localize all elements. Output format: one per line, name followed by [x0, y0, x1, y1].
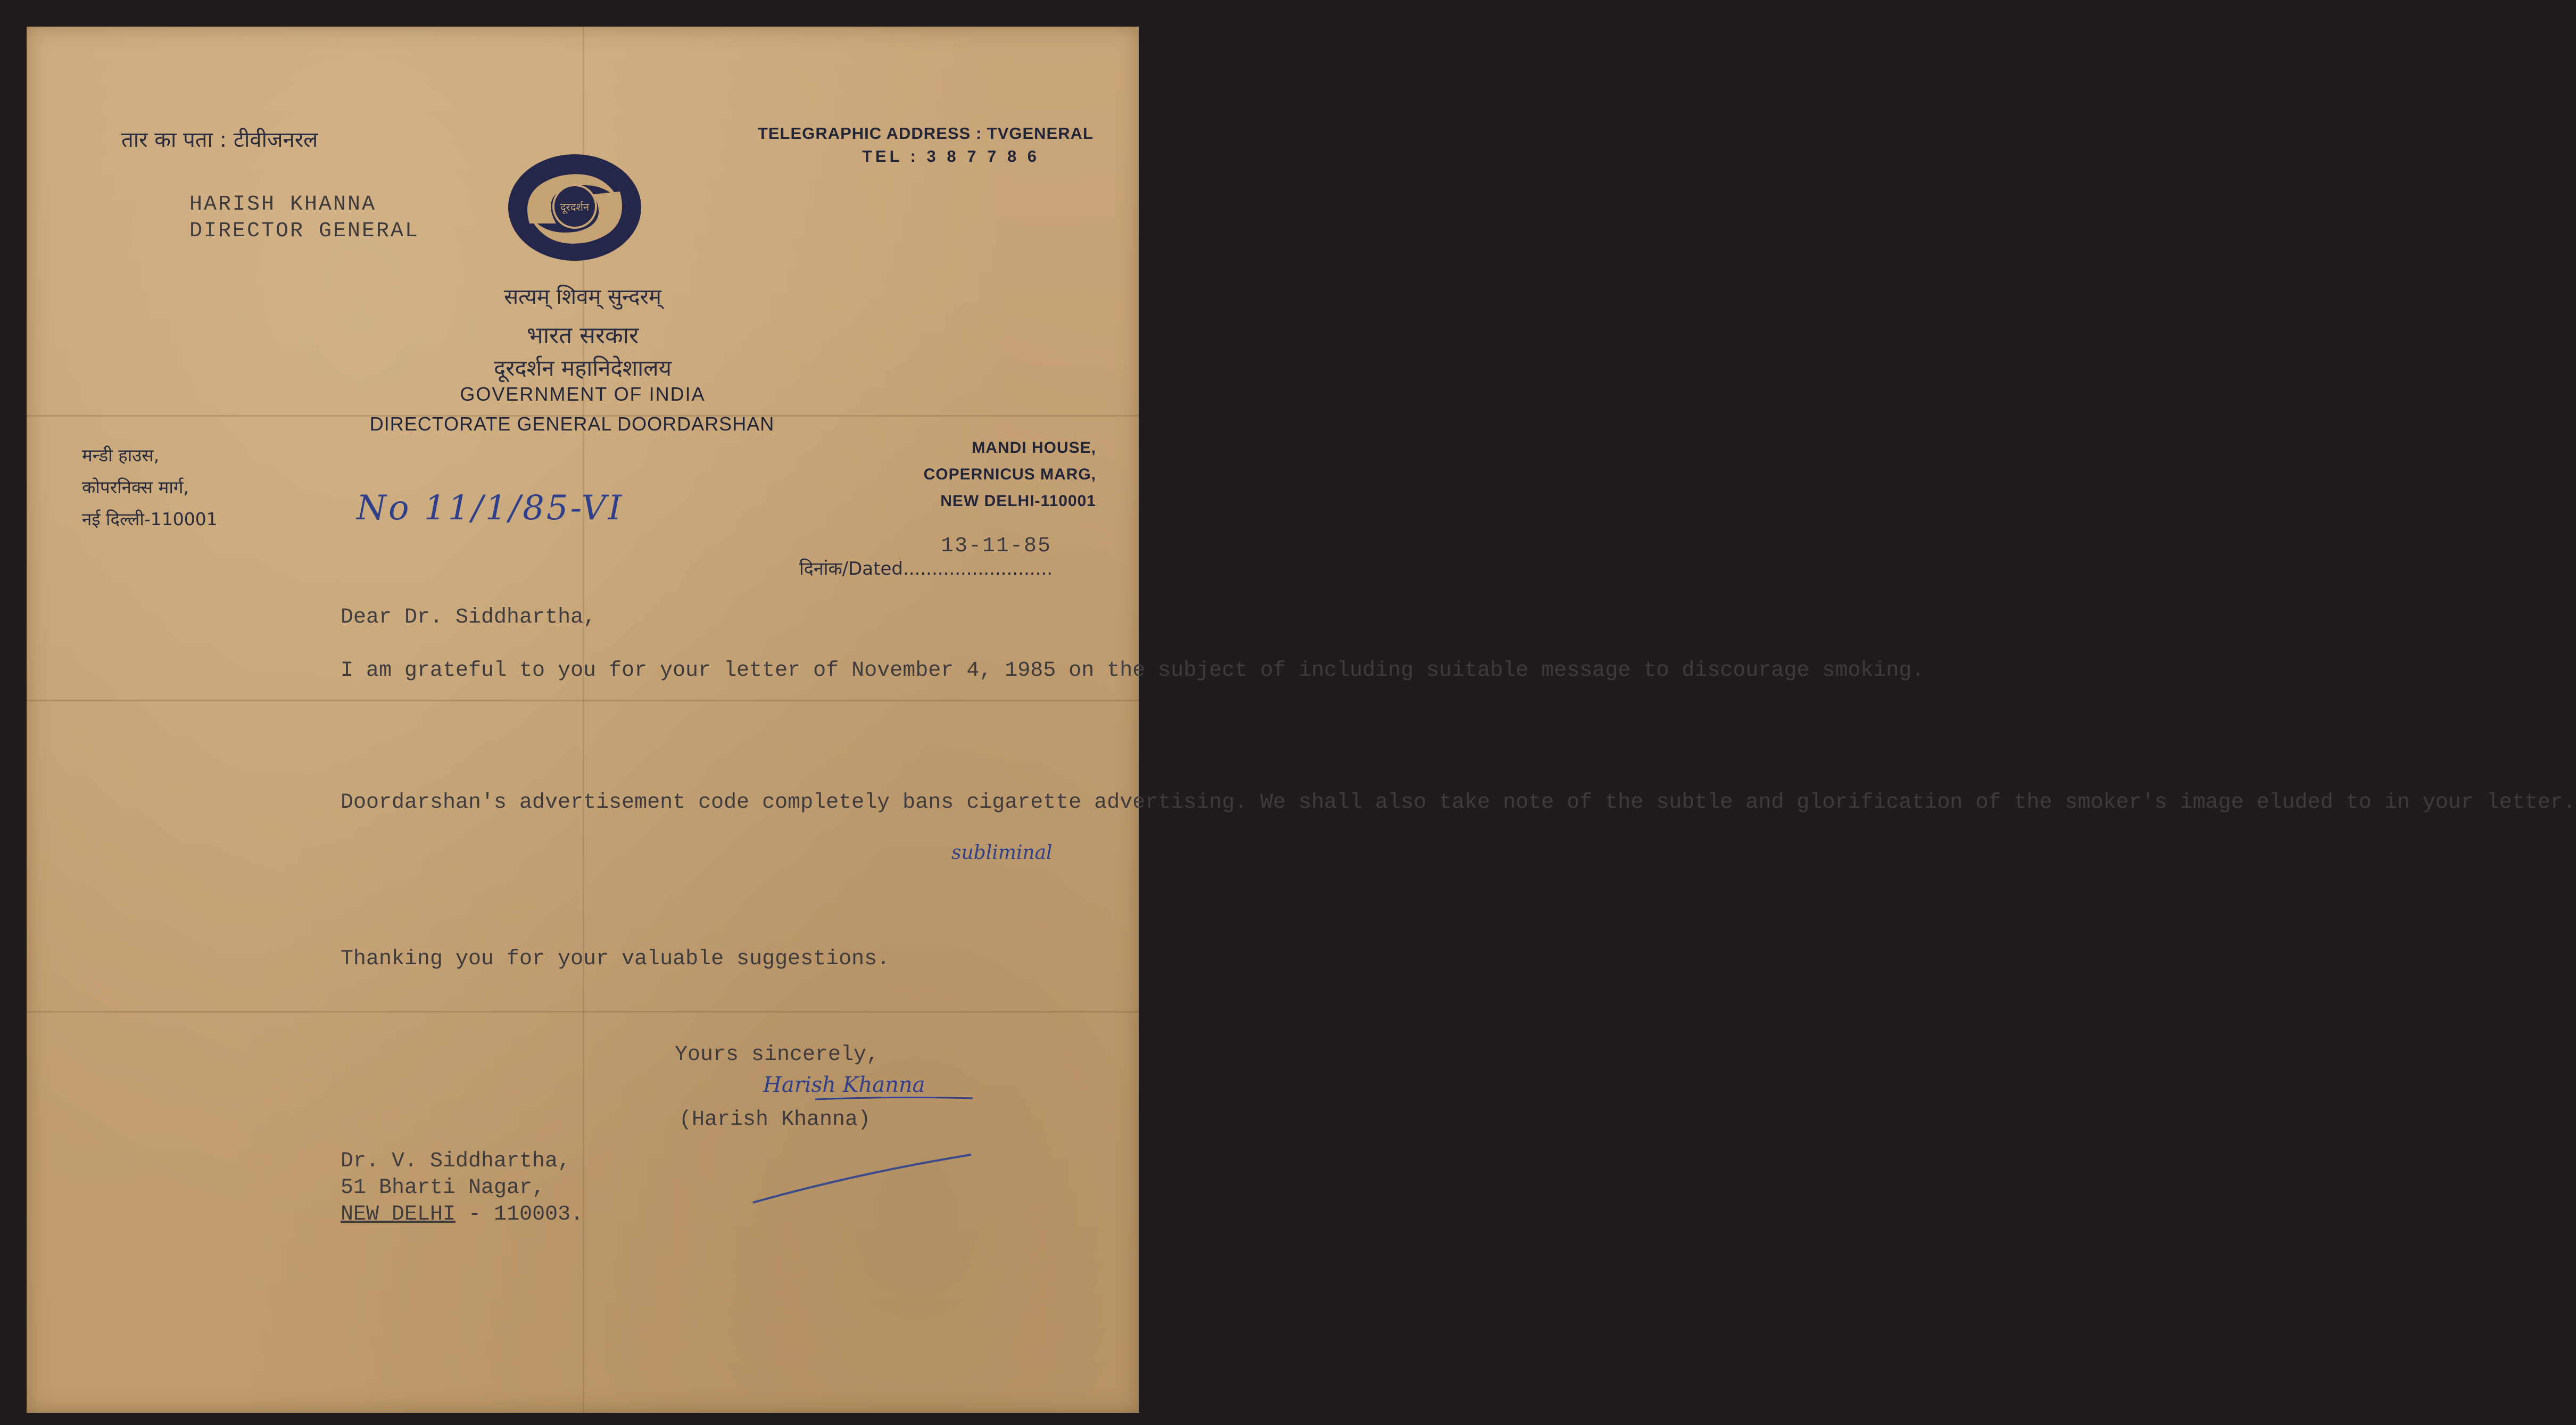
hindi-address-line: कोपरनिक्स मार्ग, [82, 477, 189, 498]
signature-stroke [814, 1090, 974, 1106]
sender-title: DIRECTOR GENERAL [189, 219, 420, 243]
english-address-line: COPERNICUS MARG, [923, 466, 1096, 483]
directorate-general: DIRECTORATE GENERAL DOORDARSHAN [369, 413, 775, 435]
paragraph-line: I am grateful to you for your [341, 659, 711, 683]
hindi-government: भारत सरकार [526, 322, 639, 349]
salutation: Dear Dr. Siddhartha, [341, 606, 597, 629]
hindi-directorate: दूरदर्शन महानिदेशालय [493, 355, 672, 381]
paragraph-line: glorification of the smoker's image eluded to [1796, 791, 2372, 815]
recipient-city [341, 1203, 583, 1227]
english-address-line: NEW DELHI-110001 [940, 492, 1096, 510]
sender-name: HARISH KHANNA [189, 193, 377, 217]
paragraph-line: of including suitable message to discourage [1260, 659, 1810, 683]
paragraph-line: Doordarshan's advertisement code [341, 791, 750, 815]
date-value: 13-11-85 [941, 534, 1052, 558]
paragraph-1 [341, 658, 1925, 684]
letter-sheet [27, 27, 2576, 1413]
recipient-pin: - 110003. [455, 1203, 584, 1227]
logo-text: दूरदर्शन [560, 201, 590, 213]
signatory: (Harish Khanna) [679, 1108, 871, 1132]
closing: Yours sincerely, [675, 1043, 880, 1067]
recipient-street: 51 Bharti Nagar, [341, 1176, 545, 1200]
paragraph-line: completely bans cigarette advertising. We [762, 791, 1286, 815]
paragraph-2 [341, 790, 2576, 816]
hindi-address-line: नई दिल्ली-110001 [82, 509, 218, 529]
hindi-telegraphic-address: तार का पता : टीवीजनरल [121, 128, 318, 152]
signature: Harish Khanna [763, 1073, 925, 1097]
paragraph-line: smoking. [1822, 659, 1925, 683]
pen-stroke [750, 1123, 974, 1208]
english-address-line: MANDI HOUSE, [972, 439, 1096, 457]
telegraphic-address: TELEGRAPHIC ADDRESS : TVGENERAL [758, 124, 1094, 143]
paragraph-3: Thanking you for your valuable suggestions. [341, 947, 890, 971]
paragraph-line: letter of November 4, 1985 on the subject [724, 659, 1248, 683]
doordarshan-logo [498, 144, 652, 271]
reference-number: No 11/1/85-VI [357, 488, 624, 528]
recipient-city-name: NEW DELHI [341, 1203, 456, 1227]
handwritten-insert: subliminal [951, 842, 1053, 864]
recipient-name: Dr. V. Siddhartha, [341, 1149, 571, 1173]
hindi-address-line: मन्डी हाउस, [82, 445, 160, 466]
government-of-india: GOVERNMENT OF INDIA [460, 383, 706, 405]
paragraph-line: shall also take note of the subtle and [1298, 791, 1784, 815]
paragraph-line: in your letter. [2384, 791, 2576, 815]
date-label: दिनांक/Dated.......................... [799, 558, 1053, 579]
telephone-number: TEL : 3 8 7 7 8 6 [862, 147, 1040, 165]
motto: सत्यम् शिवम् सुन्दरम् [504, 285, 661, 309]
